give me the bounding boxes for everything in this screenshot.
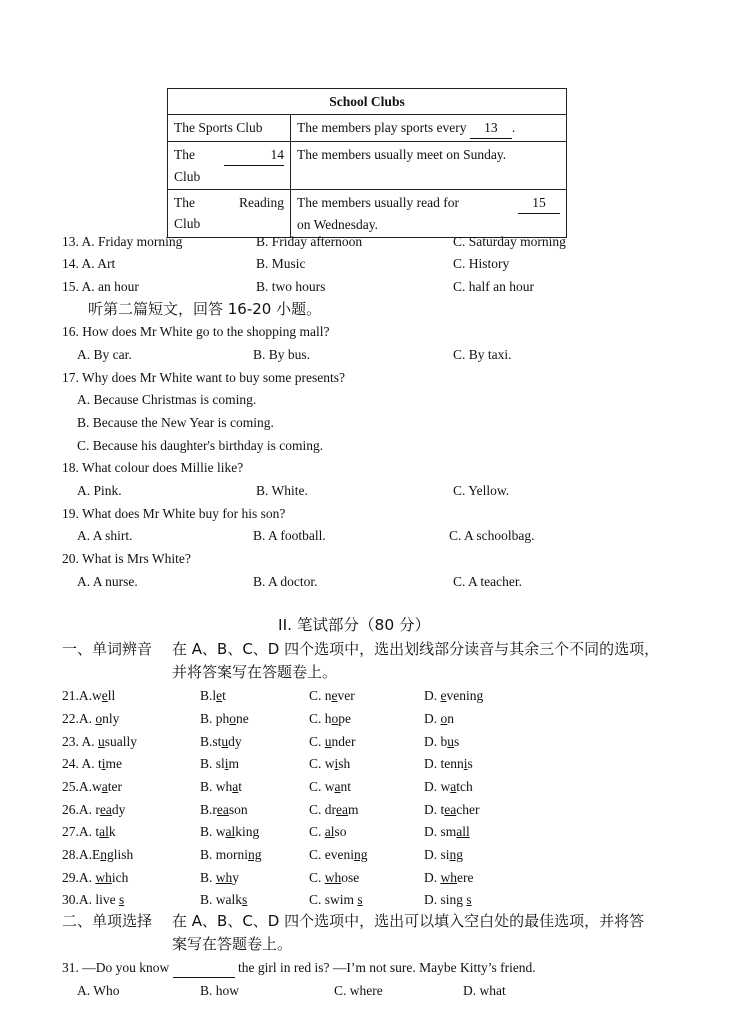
word-part: t xyxy=(238,779,243,794)
underlined-letters: e xyxy=(440,688,447,703)
question-number: 30.A. xyxy=(62,892,96,907)
word-part: t xyxy=(98,756,102,771)
option-b xyxy=(200,801,248,819)
option-d xyxy=(424,869,473,887)
question-text: 31. —Do you know xyxy=(62,960,170,975)
option: C. Yellow. xyxy=(453,483,510,498)
underlined-letters: s xyxy=(242,892,248,907)
option-c xyxy=(309,778,351,796)
table-row xyxy=(168,142,567,190)
club-name-line2: Club xyxy=(174,216,201,231)
underlined-letters: i xyxy=(101,756,106,771)
word-part: y xyxy=(232,870,240,885)
option-d xyxy=(424,778,473,796)
word-part: w xyxy=(92,779,102,794)
word-part: ll xyxy=(107,688,116,703)
option-b xyxy=(200,846,262,864)
option-d xyxy=(424,891,472,909)
option: B. Because the New Year is coming. xyxy=(77,415,274,430)
word-part: D. w xyxy=(424,779,451,794)
underlined-letters: wh xyxy=(95,870,112,885)
option-d xyxy=(424,710,454,728)
word-part: E xyxy=(92,847,101,862)
option-d xyxy=(424,733,459,751)
word-part: C. dr xyxy=(309,802,336,817)
club-desc: The members usually read for xyxy=(297,195,459,210)
word-part: vening xyxy=(446,688,484,703)
underlined-letters: ng xyxy=(449,847,464,862)
underlined-letters: al xyxy=(99,824,109,839)
option: B. two hours xyxy=(256,279,326,294)
word-part: lish xyxy=(113,847,134,862)
word-part: w xyxy=(92,688,102,703)
word-part: me xyxy=(105,756,123,771)
option-a xyxy=(62,778,122,796)
word-part: t xyxy=(222,688,226,703)
club-name-cell xyxy=(168,115,291,142)
word-part: ver xyxy=(337,688,355,703)
underlined-letters: ng xyxy=(248,847,262,862)
word-part: pe xyxy=(338,711,352,726)
option-b xyxy=(200,778,242,796)
option-d xyxy=(424,823,470,841)
word-part: m xyxy=(228,756,240,771)
word-part: B. xyxy=(200,870,216,885)
word-part: r xyxy=(95,802,100,817)
word-part: B. morni xyxy=(200,847,249,862)
word-part: ter xyxy=(107,779,122,794)
section-heading: 听第二篇短文，回答 16-20 小题。 xyxy=(88,300,322,318)
club-name: The xyxy=(174,195,195,210)
question-number: 28.A. xyxy=(62,847,92,862)
club-desc-cell xyxy=(291,142,567,190)
club-name-cell xyxy=(168,142,291,190)
table-row xyxy=(168,115,567,142)
option-a xyxy=(62,891,124,909)
underlined-letters: al xyxy=(225,824,236,839)
club-desc-cell xyxy=(291,190,567,238)
word-part: son xyxy=(228,802,248,817)
option: C. Because his daughter's birthday is coming. xyxy=(77,438,324,453)
word-part: D. tenn xyxy=(424,756,464,771)
word-part: ere xyxy=(457,870,474,885)
section-instruction: 并将答案写在答题卷上。 xyxy=(172,663,338,681)
section-instruction: 案写在答题卷上。 xyxy=(172,935,293,953)
table-title-row xyxy=(168,89,567,115)
word-part: C. w xyxy=(309,779,335,794)
school-clubs-table xyxy=(167,88,567,238)
word-part: B.l xyxy=(200,688,217,703)
option: C. By taxi. xyxy=(453,347,512,362)
word-part: sh xyxy=(338,756,351,771)
option-b xyxy=(200,891,247,909)
option-a xyxy=(62,710,119,728)
word-part: D. b xyxy=(424,734,448,749)
question: 17. Why does Mr White want to buy some presents? xyxy=(62,370,345,385)
option: B. A football. xyxy=(253,528,326,543)
word-part: C. swim xyxy=(309,892,358,907)
word-part: B. w xyxy=(200,824,226,839)
word-part: nder xyxy=(331,734,356,749)
section-label: 一、单词辨音 xyxy=(62,640,153,658)
option: D. what xyxy=(463,983,506,998)
underlined-letters: a xyxy=(101,779,108,794)
blank-13: 13 xyxy=(470,117,512,139)
word-part: tch xyxy=(456,779,473,794)
option-a xyxy=(62,869,128,887)
club-desc: The members usually meet on Sunday. xyxy=(297,147,507,162)
underlined-letters: ea xyxy=(336,802,348,817)
option-d xyxy=(424,846,463,864)
option-c xyxy=(309,869,359,887)
underlined-letters: o xyxy=(440,711,448,726)
option-b xyxy=(200,733,242,751)
question-number: 27.A. xyxy=(62,824,96,839)
section-instruction: 在 A、B、C、D 四个选项中，选出划线部分读音与其余三个不同的选项， xyxy=(172,640,660,658)
underlined-letters: u xyxy=(324,734,332,749)
word-part: so xyxy=(334,824,347,839)
word-part: D. t xyxy=(424,802,445,817)
word-part: sually xyxy=(104,734,138,749)
club-name-line2: Club xyxy=(174,169,201,184)
word-part: king xyxy=(235,824,260,839)
underlined-letters: ea xyxy=(444,802,457,817)
underlined-letters: u xyxy=(98,734,105,749)
word-part: ne xyxy=(236,711,249,726)
word-part: nt xyxy=(340,779,352,794)
club-name: The xyxy=(174,147,195,162)
underlined-letters: wh xyxy=(324,870,342,885)
word-part: C. xyxy=(309,870,325,885)
word-part: D. xyxy=(424,711,441,726)
underlined-letters: ea xyxy=(99,802,112,817)
blank-15: 15 xyxy=(518,192,560,214)
option-d xyxy=(424,755,473,773)
underlined-letters: al xyxy=(324,824,335,839)
option-d xyxy=(424,687,483,705)
option: C. A schoolbag. xyxy=(449,528,535,543)
question-number: 22.A. xyxy=(62,711,96,726)
club-desc-cell xyxy=(291,115,567,142)
word-part: m xyxy=(347,802,359,817)
word-part: B.st xyxy=(200,734,222,749)
option-b xyxy=(200,710,249,728)
option: B. how xyxy=(200,983,240,998)
question-number: 24. A. xyxy=(62,756,99,771)
underlined-letters: i xyxy=(334,756,339,771)
option: 14. A. Art xyxy=(62,256,116,271)
word-part: dy xyxy=(228,734,242,749)
underlined-letters: wh xyxy=(440,870,457,885)
question-number: 21.A. xyxy=(62,688,92,703)
option: B. By bus. xyxy=(253,347,311,362)
option: A. A shirt. xyxy=(77,528,133,543)
underlined-letters: u xyxy=(447,734,454,749)
club-name: The Sports Club xyxy=(174,120,263,135)
word-part: C. h xyxy=(309,711,332,726)
blank-14: 14 xyxy=(224,144,284,166)
option-b xyxy=(200,755,239,773)
option: A. A nurse. xyxy=(77,574,138,589)
underlined-letters: o xyxy=(95,711,103,726)
underlined-letters: s xyxy=(357,892,363,907)
underlined-letters: o xyxy=(229,711,237,726)
word-part: B. wh xyxy=(200,779,233,794)
underlined-letters: ng xyxy=(100,847,114,862)
word-part: C. n xyxy=(309,688,332,703)
question-number: 23. A. xyxy=(62,734,99,749)
section-label: 二、单项选择 xyxy=(62,912,153,930)
club-desc-after: . xyxy=(511,120,516,135)
underlined-letters: a xyxy=(334,779,341,794)
word-part: C. xyxy=(309,824,325,839)
option: B. Friday afternoon xyxy=(256,234,363,249)
section-instruction: 在 A、B、C、D 四个选项中，选出可以填入空白处的最佳选项，并将答 xyxy=(172,912,645,930)
underlined-letters: s xyxy=(119,892,125,907)
option-c xyxy=(309,755,350,773)
option-a xyxy=(62,823,116,841)
word-part: D. xyxy=(424,870,441,885)
option: B. A doctor. xyxy=(253,574,318,589)
word-part: C. w xyxy=(309,756,335,771)
underlined-letters: e xyxy=(101,688,108,703)
underlined-letters: i xyxy=(463,756,468,771)
word-part: D. sm xyxy=(424,824,457,839)
option-a xyxy=(62,755,122,773)
question-number: 26.A. xyxy=(62,802,96,817)
word-part: B. sl xyxy=(200,756,225,771)
underlined-letters: ea xyxy=(216,802,229,817)
word-part: B. ph xyxy=(200,711,230,726)
underlined-letters: e xyxy=(331,688,338,703)
word-part: C. xyxy=(309,734,325,749)
word-part: ose xyxy=(341,870,360,885)
underlined-letters: s xyxy=(466,892,472,907)
underlined-letters: a xyxy=(232,779,239,794)
option-c xyxy=(309,733,356,751)
option-a xyxy=(62,687,115,705)
word-part: D. si xyxy=(424,847,450,862)
option: A. Who xyxy=(77,983,120,998)
word-part: k xyxy=(108,824,116,839)
word-part: t xyxy=(95,824,100,839)
option: C. Saturday morning xyxy=(453,234,566,249)
word-part: dy xyxy=(111,802,126,817)
option-b xyxy=(200,869,239,887)
club-desc-after: on Wednesday. xyxy=(297,217,379,232)
option-c xyxy=(309,846,368,864)
club-name-cell xyxy=(168,190,291,238)
word-part: ich xyxy=(111,870,129,885)
question-number: 25.A. xyxy=(62,779,92,794)
option: B. Music xyxy=(256,256,306,271)
table-row xyxy=(168,190,567,238)
option-c xyxy=(309,710,351,728)
part-title: II. 笔试部分（80 分） xyxy=(278,616,431,634)
option-c xyxy=(309,801,359,819)
club-desc: The members play sports every xyxy=(297,120,467,135)
word-part: B. walk xyxy=(200,892,242,907)
question: 16. How does Mr White go to the shopping mall? xyxy=(62,324,330,339)
option-b xyxy=(200,823,259,841)
option: A. By car. xyxy=(77,347,132,362)
option: C. where xyxy=(334,983,383,998)
table-title: School Clubs xyxy=(168,89,567,115)
underlined-letters: i xyxy=(224,756,229,771)
word-part: B.r xyxy=(200,802,217,817)
word-part: s xyxy=(467,756,473,771)
option-c xyxy=(309,823,347,841)
option: 15. A. an hour xyxy=(62,279,139,294)
option: A. Pink. xyxy=(77,483,122,498)
option-a xyxy=(62,846,133,864)
word-part: cher xyxy=(456,802,480,817)
option: C. A teacher. xyxy=(453,574,522,589)
option-c xyxy=(309,891,363,909)
option: B. White. xyxy=(256,483,308,498)
option: 13. A. Friday morning xyxy=(62,234,183,249)
word-part: n xyxy=(447,711,454,726)
word-part: D. xyxy=(424,688,441,703)
question-text: the girl in red is? —I’m not sure. Maybe Kitty’s friend. xyxy=(238,960,536,975)
question-number: 29.A. xyxy=(62,870,96,885)
underlined-letters: wh xyxy=(215,870,233,885)
word-part: D. sing xyxy=(424,892,467,907)
question: 20. What is Mrs White? xyxy=(62,551,191,566)
option: C. History xyxy=(453,256,510,271)
underlined-letters: e xyxy=(216,688,223,703)
option-c xyxy=(309,687,355,705)
club-name-word: Reading xyxy=(239,195,284,210)
question xyxy=(62,959,536,978)
blank-31 xyxy=(173,959,235,978)
underlined-letters: u xyxy=(221,734,229,749)
option: C. half an hour xyxy=(453,279,534,294)
underlined-letters: all xyxy=(456,824,470,839)
word-part: nly xyxy=(102,711,120,726)
option: A. Because Christmas is coming. xyxy=(77,392,257,407)
underlined-letters: a xyxy=(450,779,457,794)
underlined-letters: o xyxy=(331,711,339,726)
word-part: s xyxy=(454,734,460,749)
option-a xyxy=(62,801,125,819)
word-part: C. eveni xyxy=(309,847,354,862)
word-part: live xyxy=(95,892,119,907)
question: 18. What colour does Millie like? xyxy=(62,460,244,475)
option-d xyxy=(424,801,479,819)
question: 19. What does Mr White buy for his son? xyxy=(62,506,286,521)
underlined-letters: ng xyxy=(354,847,368,862)
option-b xyxy=(200,687,226,705)
option-a xyxy=(62,733,137,751)
